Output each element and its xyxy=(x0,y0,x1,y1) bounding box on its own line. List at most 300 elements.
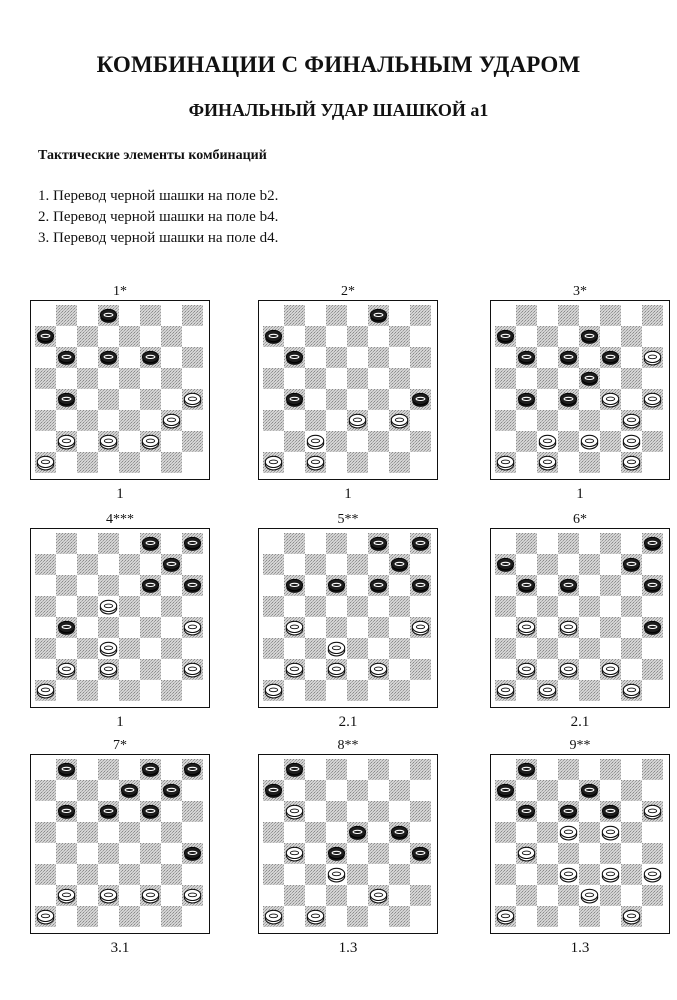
dark-square xyxy=(600,575,621,596)
white-checker-f2 xyxy=(142,435,158,449)
black-checker-a7 xyxy=(497,558,513,572)
black-checker-b8 xyxy=(518,763,534,777)
dark-square xyxy=(56,575,77,596)
dark-square xyxy=(410,347,431,368)
dark-square xyxy=(305,638,326,659)
dark-square xyxy=(77,368,98,389)
black-checker-f6 xyxy=(142,351,158,365)
dark-square xyxy=(495,864,516,885)
dark-square xyxy=(161,368,182,389)
dark-square xyxy=(516,305,537,326)
dark-square xyxy=(368,617,389,638)
white-checker-d3 xyxy=(560,868,576,882)
dark-square xyxy=(368,801,389,822)
dark-square xyxy=(410,801,431,822)
dark-square xyxy=(305,780,326,801)
dark-square xyxy=(182,801,203,822)
black-checker-d4 xyxy=(328,847,344,861)
dark-square xyxy=(326,347,347,368)
black-checker-f6 xyxy=(602,351,618,365)
dark-square xyxy=(263,638,284,659)
dark-square xyxy=(98,843,119,864)
black-checker-h8 xyxy=(412,537,428,551)
dark-square xyxy=(119,326,140,347)
dark-square xyxy=(77,452,98,473)
white-checker-h4 xyxy=(644,393,660,407)
white-checker-c2 xyxy=(539,435,555,449)
black-checker-b6 xyxy=(286,579,302,593)
dark-square xyxy=(621,822,642,843)
diagram-3 xyxy=(490,284,670,502)
dark-square xyxy=(284,305,305,326)
diagram-caption: 1.3 xyxy=(338,940,358,956)
dark-square xyxy=(579,596,600,617)
black-checker-d6 xyxy=(560,351,576,365)
diagram-title: 9** xyxy=(569,738,591,753)
dark-square xyxy=(621,596,642,617)
checkers-board xyxy=(258,754,438,934)
dark-square xyxy=(35,638,56,659)
dark-square xyxy=(537,410,558,431)
black-checker-e7 xyxy=(581,330,597,344)
dark-square xyxy=(621,864,642,885)
dark-square xyxy=(140,389,161,410)
white-checker-d2 xyxy=(560,663,576,677)
dark-square xyxy=(77,326,98,347)
diagram-2 xyxy=(258,284,438,502)
dark-square xyxy=(77,638,98,659)
white-checker-b4 xyxy=(286,847,302,861)
dark-square xyxy=(140,659,161,680)
dark-square xyxy=(410,305,431,326)
diagram-7 xyxy=(30,738,210,956)
dark-square xyxy=(305,680,326,701)
white-checker-a1 xyxy=(265,910,281,924)
diagram-title: 2* xyxy=(341,284,355,299)
diagram-caption: 1 xyxy=(344,486,352,502)
dark-square xyxy=(140,617,161,638)
dark-square xyxy=(77,410,98,431)
dark-square xyxy=(305,368,326,389)
white-checker-e3 xyxy=(349,414,365,428)
dark-square xyxy=(77,596,98,617)
dark-square xyxy=(495,410,516,431)
dark-square xyxy=(558,759,579,780)
dark-square xyxy=(410,431,431,452)
diagram-caption: 3.1 xyxy=(110,940,130,956)
dark-square xyxy=(77,906,98,927)
dark-square xyxy=(161,906,182,927)
dark-square xyxy=(558,533,579,554)
checkers-board xyxy=(490,754,670,934)
dark-square xyxy=(516,533,537,554)
white-checker-h6 xyxy=(644,351,660,365)
dark-square xyxy=(77,780,98,801)
black-checker-h8 xyxy=(644,537,660,551)
black-checker-f8 xyxy=(142,537,158,551)
white-checker-g1 xyxy=(623,910,639,924)
dark-square xyxy=(161,680,182,701)
dark-square xyxy=(326,759,347,780)
dark-square xyxy=(537,864,558,885)
black-checker-f8 xyxy=(142,763,158,777)
white-checker-b2 xyxy=(286,663,302,677)
white-checker-a1 xyxy=(497,456,513,470)
diagram-caption: 1.3 xyxy=(570,940,590,956)
dark-square xyxy=(284,431,305,452)
dark-square xyxy=(326,617,347,638)
dark-square xyxy=(347,864,368,885)
checkers-board xyxy=(258,528,438,708)
white-checker-b4 xyxy=(286,621,302,635)
white-checker-a1 xyxy=(37,684,53,698)
board-grid xyxy=(495,305,663,473)
dark-square xyxy=(368,431,389,452)
dark-square xyxy=(182,431,203,452)
black-checker-h6 xyxy=(644,579,660,593)
board-grid xyxy=(495,759,663,927)
black-checker-f8 xyxy=(370,537,386,551)
dark-square xyxy=(326,533,347,554)
dark-square xyxy=(642,885,663,906)
dark-square xyxy=(98,759,119,780)
black-checker-d6 xyxy=(100,805,116,819)
tactical-element-item: 2. Перевод черной шашки на поле b4. xyxy=(38,209,279,225)
board-grid xyxy=(263,759,431,927)
diagram-title: 7* xyxy=(113,738,127,753)
dark-square xyxy=(495,822,516,843)
checkers-board xyxy=(490,300,670,480)
black-checker-b4 xyxy=(58,393,74,407)
white-checker-h4 xyxy=(184,393,200,407)
dark-square xyxy=(326,305,347,326)
dark-square xyxy=(389,596,410,617)
dark-square xyxy=(621,368,642,389)
checkers-board xyxy=(30,528,210,708)
dark-square xyxy=(537,596,558,617)
diagram-caption: 1 xyxy=(116,486,124,502)
board-grid xyxy=(35,759,203,927)
black-checker-h6 xyxy=(184,579,200,593)
dark-square xyxy=(140,843,161,864)
black-checker-b6 xyxy=(518,351,534,365)
white-checker-b2 xyxy=(58,435,74,449)
dark-square xyxy=(389,680,410,701)
dark-square xyxy=(98,575,119,596)
black-checker-d4 xyxy=(560,393,576,407)
dark-square xyxy=(347,368,368,389)
dark-square xyxy=(161,638,182,659)
white-checker-d2 xyxy=(328,663,344,677)
diagram-caption: 2.1 xyxy=(338,714,358,730)
diagram-title: 5** xyxy=(337,512,359,527)
black-checker-b4 xyxy=(286,393,302,407)
dark-square xyxy=(77,680,98,701)
dark-square xyxy=(347,554,368,575)
dark-square xyxy=(263,368,284,389)
dark-square xyxy=(263,822,284,843)
white-checker-c1 xyxy=(539,684,555,698)
dark-square xyxy=(642,305,663,326)
dark-square xyxy=(368,843,389,864)
white-checker-f2 xyxy=(370,663,386,677)
dark-square xyxy=(77,554,98,575)
white-checker-b2 xyxy=(518,663,534,677)
white-checker-g3 xyxy=(623,414,639,428)
page-title: КОМБИНАЦИИ С ФИНАЛЬНЫМ УДАРОМ xyxy=(96,52,581,77)
dark-square xyxy=(389,780,410,801)
dark-square xyxy=(537,780,558,801)
white-checker-c1 xyxy=(307,910,323,924)
section-heading: Тактические элементы комбинаций xyxy=(38,148,267,163)
black-checker-h6 xyxy=(412,579,428,593)
white-checker-g1 xyxy=(623,456,639,470)
black-checker-b4 xyxy=(518,393,534,407)
black-checker-d6 xyxy=(100,351,116,365)
dark-square xyxy=(305,822,326,843)
diagram-1 xyxy=(30,284,210,502)
diagram-title: 6* xyxy=(573,512,587,527)
dark-square xyxy=(621,326,642,347)
dark-square xyxy=(537,554,558,575)
white-checker-g1 xyxy=(623,684,639,698)
black-checker-b6 xyxy=(58,805,74,819)
dark-square xyxy=(368,347,389,368)
black-checker-h4 xyxy=(644,621,660,635)
black-checker-f6 xyxy=(142,579,158,593)
dark-square xyxy=(579,410,600,431)
white-checker-a1 xyxy=(497,910,513,924)
black-checker-a7 xyxy=(37,330,53,344)
dark-square xyxy=(558,305,579,326)
dark-square xyxy=(263,864,284,885)
white-checker-d3 xyxy=(100,642,116,656)
black-checker-a7 xyxy=(265,784,281,798)
white-checker-h4 xyxy=(184,621,200,635)
diagram-title: 4*** xyxy=(106,512,134,527)
dark-square xyxy=(579,906,600,927)
dark-square xyxy=(119,452,140,473)
dark-square xyxy=(119,822,140,843)
dark-square xyxy=(600,885,621,906)
dark-square xyxy=(579,822,600,843)
checkers-board xyxy=(30,300,210,480)
black-checker-h4 xyxy=(412,393,428,407)
dark-square xyxy=(389,452,410,473)
white-checker-e2 xyxy=(581,435,597,449)
white-checker-h2 xyxy=(184,663,200,677)
dark-square xyxy=(182,347,203,368)
white-checker-d2 xyxy=(100,435,116,449)
dark-square xyxy=(119,638,140,659)
dark-square xyxy=(35,410,56,431)
dark-square xyxy=(389,326,410,347)
white-checker-h6 xyxy=(644,805,660,819)
dark-square xyxy=(410,759,431,780)
dark-square xyxy=(140,305,161,326)
diagram-title: 1* xyxy=(113,284,127,299)
dark-square xyxy=(119,680,140,701)
diagram-caption: 1 xyxy=(116,714,124,730)
diagram-caption: 2.1 xyxy=(570,714,590,730)
dark-square xyxy=(119,410,140,431)
dark-square xyxy=(642,431,663,452)
dark-square xyxy=(389,906,410,927)
black-checker-e5 xyxy=(349,826,365,840)
dark-square xyxy=(161,822,182,843)
dark-square xyxy=(621,780,642,801)
tactical-elements-list xyxy=(38,186,278,249)
dark-square xyxy=(56,305,77,326)
dark-square xyxy=(389,368,410,389)
white-checker-g3 xyxy=(163,414,179,428)
dark-square xyxy=(495,368,516,389)
white-checker-a1 xyxy=(265,684,281,698)
dark-square xyxy=(537,326,558,347)
black-checker-g7 xyxy=(163,558,179,572)
white-checker-a1 xyxy=(497,684,513,698)
dark-square xyxy=(305,554,326,575)
board-grid xyxy=(35,305,203,473)
white-checker-d3 xyxy=(328,642,344,656)
black-checker-d6 xyxy=(560,805,576,819)
dark-square xyxy=(347,780,368,801)
dark-square xyxy=(410,885,431,906)
dark-square xyxy=(495,638,516,659)
dark-square xyxy=(77,822,98,843)
tactical-element-item: 3. Перевод черной шашки на поле d4. xyxy=(38,230,279,246)
dark-square xyxy=(558,843,579,864)
black-checker-a7 xyxy=(497,330,513,344)
dark-square xyxy=(35,368,56,389)
dark-square xyxy=(579,864,600,885)
white-checker-b2 xyxy=(58,889,74,903)
dark-square xyxy=(600,843,621,864)
dark-square xyxy=(326,801,347,822)
dark-square xyxy=(35,596,56,617)
dark-square xyxy=(161,326,182,347)
black-checker-f6 xyxy=(142,805,158,819)
white-checker-a1 xyxy=(37,456,53,470)
dark-square xyxy=(579,452,600,473)
dark-square xyxy=(642,759,663,780)
black-checker-a7 xyxy=(497,784,513,798)
dark-square xyxy=(263,596,284,617)
white-checker-g2 xyxy=(623,435,639,449)
dark-square xyxy=(537,368,558,389)
dark-square xyxy=(161,596,182,617)
dark-square xyxy=(558,431,579,452)
diagram-caption: 1 xyxy=(576,486,584,502)
board-grid xyxy=(495,533,663,701)
black-checker-h4 xyxy=(184,847,200,861)
white-checker-h4 xyxy=(412,621,428,635)
white-checker-b4 xyxy=(518,847,534,861)
white-checker-d5 xyxy=(100,600,116,614)
black-checker-d8 xyxy=(100,309,116,323)
dark-square xyxy=(77,864,98,885)
white-checker-f5 xyxy=(602,826,618,840)
diagram-9 xyxy=(490,738,670,956)
white-checker-d4 xyxy=(560,621,576,635)
dark-square xyxy=(35,780,56,801)
white-checker-c1 xyxy=(539,456,555,470)
black-checker-f6 xyxy=(602,805,618,819)
dark-square xyxy=(368,389,389,410)
white-checker-d3 xyxy=(328,868,344,882)
dark-square xyxy=(642,659,663,680)
dark-square xyxy=(389,864,410,885)
diagram-8 xyxy=(258,738,438,956)
dark-square xyxy=(119,368,140,389)
black-checker-a7 xyxy=(265,330,281,344)
dark-square xyxy=(347,326,368,347)
dark-square xyxy=(35,554,56,575)
dark-square xyxy=(600,759,621,780)
dark-square xyxy=(119,554,140,575)
dark-square xyxy=(558,885,579,906)
white-checker-a1 xyxy=(37,910,53,924)
dark-square xyxy=(368,759,389,780)
diagram-6 xyxy=(490,512,670,730)
white-checker-h2 xyxy=(184,889,200,903)
black-checker-f6 xyxy=(370,579,386,593)
black-checker-g7 xyxy=(623,558,639,572)
dark-square xyxy=(35,822,56,843)
black-checker-h4 xyxy=(412,847,428,861)
dark-square xyxy=(326,389,347,410)
dark-square xyxy=(263,410,284,431)
black-checker-g7 xyxy=(391,558,407,572)
black-checker-f8 xyxy=(370,309,386,323)
dark-square xyxy=(119,596,140,617)
dark-square xyxy=(119,864,140,885)
dark-square xyxy=(347,452,368,473)
black-checker-g5 xyxy=(391,826,407,840)
white-checker-f2 xyxy=(142,889,158,903)
diagram-title: 3* xyxy=(573,284,587,299)
dark-square xyxy=(35,864,56,885)
black-checker-e7 xyxy=(581,784,597,798)
diagram-title: 8** xyxy=(337,738,359,753)
black-checker-e7 xyxy=(121,784,137,798)
black-checker-b6 xyxy=(518,579,534,593)
dark-square xyxy=(305,326,326,347)
dark-square xyxy=(56,533,77,554)
dark-square xyxy=(642,843,663,864)
white-checker-d5 xyxy=(560,826,576,840)
dark-square xyxy=(347,596,368,617)
dark-square xyxy=(98,389,119,410)
white-checker-e2 xyxy=(581,889,597,903)
white-checker-g3 xyxy=(391,414,407,428)
white-checker-d2 xyxy=(100,663,116,677)
white-checker-f3 xyxy=(602,868,618,882)
dark-square xyxy=(389,638,410,659)
dark-square xyxy=(98,533,119,554)
dark-square xyxy=(600,305,621,326)
white-checker-a1 xyxy=(265,456,281,470)
dark-square xyxy=(410,659,431,680)
dark-square xyxy=(516,431,537,452)
dark-square xyxy=(495,596,516,617)
white-checker-h3 xyxy=(644,868,660,882)
white-checker-d2 xyxy=(100,889,116,903)
diagram-5 xyxy=(258,512,438,730)
board-grid xyxy=(263,533,431,701)
dark-square xyxy=(119,906,140,927)
white-checker-b4 xyxy=(518,621,534,635)
